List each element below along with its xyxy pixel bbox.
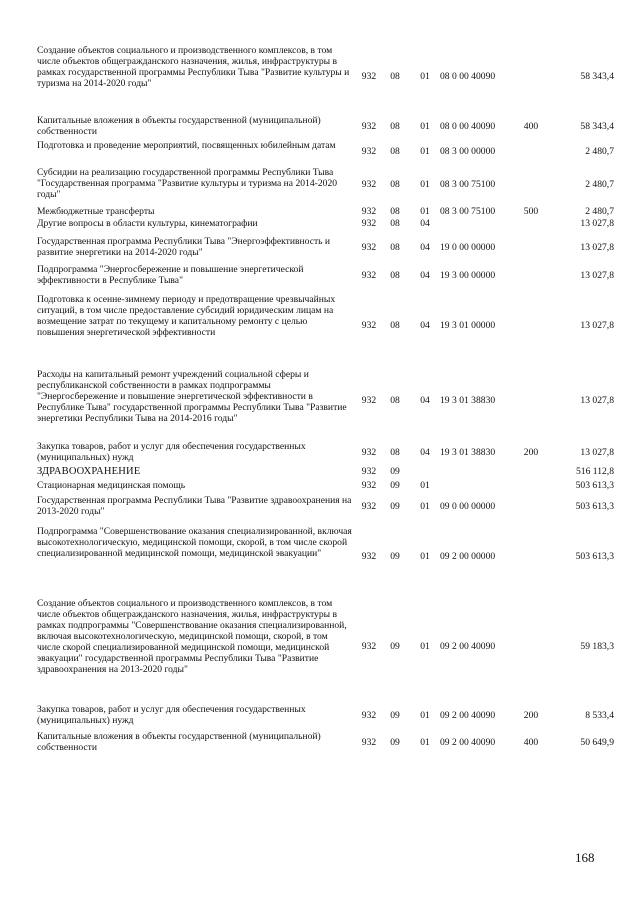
subsection-code: 01 xyxy=(420,120,430,132)
section-code: 09 xyxy=(390,550,400,562)
section-code: 08 xyxy=(390,70,400,82)
table-row xyxy=(0,441,640,463)
amount: 50 649,9 xyxy=(580,736,614,748)
amount: 503 613,3 xyxy=(575,500,614,512)
ministry-code: 932 xyxy=(361,70,377,82)
subsection-code: 01 xyxy=(420,500,430,512)
target-code: 08 3 00 75100 xyxy=(440,178,496,190)
ministry-code: 932 xyxy=(361,394,377,406)
item-name: Капитальные вложения в объекты государственной (муниципальной) собственности xyxy=(37,115,321,137)
item-name: Межбюджетные трансферты xyxy=(37,206,155,217)
section-code: 08 xyxy=(390,120,400,132)
subsection-code: 04 xyxy=(420,319,430,331)
section-code: 08 xyxy=(390,269,400,281)
ministry-code: 932 xyxy=(361,218,377,229)
table-row xyxy=(0,140,640,162)
target-code: 19 0 00 00000 xyxy=(440,241,496,253)
item-name: Другие вопросы в области культуры, кинематографии xyxy=(37,218,258,229)
item-name: Подготовка и проведение мероприятий, посвященных юбилейным датам xyxy=(37,140,336,151)
expense-type-code: 200 xyxy=(523,709,539,721)
table-row xyxy=(0,218,640,229)
table-row xyxy=(0,526,640,586)
amount: 13 027,8 xyxy=(580,446,614,458)
amount: 8 533,4 xyxy=(585,709,614,721)
amount: 13 027,8 xyxy=(580,394,614,406)
amount: 503 613,3 xyxy=(575,480,614,491)
amount: 13 027,8 xyxy=(580,218,614,229)
section-code: 08 xyxy=(390,178,400,190)
subsection-code: 01 xyxy=(420,550,430,562)
table-row xyxy=(0,704,640,726)
section-code: 08 xyxy=(390,319,400,331)
item-name: Подпрограмма "Совершенствование оказания специализированной, включая высокотехнологическую, медицинской помощи, скорой, в том числе скорой специализированной медицинской помощи, медицинской эвакуации" xyxy=(37,526,352,559)
amount: 2 480,7 xyxy=(585,206,614,217)
section-code: 09 xyxy=(390,736,400,748)
item-name: Закупка товаров, работ и услуг для обеспечения государственных (муниципальных) нужд xyxy=(37,704,306,726)
item-name: Создание объектов социального и производственного комплексов, в том числе объектов общегражданского назначения, жилья, инфраструктуры в рамках государственной программы Республики Тыва "Развитие культуры и туризма на 2014-2020 годы" xyxy=(37,45,350,89)
ministry-code: 932 xyxy=(361,480,377,491)
target-code xyxy=(440,218,516,229)
expense-type-code xyxy=(520,294,542,356)
amount: 2 480,7 xyxy=(585,145,614,157)
expense-type-code: 200 xyxy=(523,446,539,458)
section-code: 08 xyxy=(390,145,400,157)
subsection-code xyxy=(416,466,434,477)
subsection-code: 01 xyxy=(420,70,430,82)
expense-type-code xyxy=(520,140,542,162)
expense-type-code xyxy=(520,218,542,229)
target-code: 09 0 00 00000 xyxy=(440,500,496,512)
target-code: 08 0 00 40090 xyxy=(440,70,496,82)
target-code: 19 3 01 38830 xyxy=(440,394,496,406)
subsection-code: 01 xyxy=(420,178,430,190)
ministry-code: 932 xyxy=(361,206,377,217)
target-code: 09 2 00 40090 xyxy=(440,640,496,652)
target-code: 19 3 01 38830 xyxy=(440,446,496,458)
subsection-code: 01 xyxy=(420,736,430,748)
expense-type-code xyxy=(520,526,542,586)
target-code: 09 2 00 40090 xyxy=(440,736,496,748)
expense-type-code: 400 xyxy=(523,736,539,748)
target-code: 19 3 01 00000 xyxy=(440,319,496,331)
section-code: 09 xyxy=(390,500,400,512)
page-number: 168 xyxy=(575,850,595,865)
section-code: 09 xyxy=(390,466,400,477)
subsection-code: 04 xyxy=(420,446,430,458)
ministry-code: 932 xyxy=(361,120,377,132)
ministry-code: 932 xyxy=(361,145,377,157)
section-code: 08 xyxy=(390,446,400,458)
section-code: 09 xyxy=(390,709,400,721)
amount: 58 343,4 xyxy=(580,120,614,132)
expense-type-code xyxy=(520,598,542,694)
ministry-code: 932 xyxy=(361,319,377,331)
item-name: Подпрограмма "Энергосбережение и повышение энергетической эффективности в Республике Тыва" xyxy=(37,264,304,286)
target-code: 09 2 00 40090 xyxy=(440,709,496,721)
item-name: Стационарная медицинская помощь xyxy=(37,480,186,491)
table-row xyxy=(0,264,640,286)
subsection-code: 01 xyxy=(420,640,430,652)
ministry-code: 932 xyxy=(361,709,377,721)
target-code: 08 3 00 75100 xyxy=(440,206,496,217)
item-name: Расходы на капитальный ремонт учреждений социальной сферы и республиканской собственности в рамках подпрограммы "Энергосбережение и повышение энергетической эффективности в Республике Тыва" государственной программы Республики Тыва "Развитие энергетики Республики Тыва на 2014-2016 годы" xyxy=(37,369,347,424)
expense-type-code: 400 xyxy=(523,120,539,132)
subsection-code: 04 xyxy=(420,241,430,253)
target-code: 08 0 00 40090 xyxy=(440,120,496,132)
table-row xyxy=(0,598,640,694)
table-row xyxy=(0,294,640,356)
subsection-code: 04 xyxy=(420,218,430,229)
item-name: Государственная программа Республики Тыва "Развитие здравоохранения на 2013-2020 годы" xyxy=(37,495,352,517)
item-name: Капитальные вложения в объекты государственной (муниципальной) собственности xyxy=(37,731,321,753)
subsection-code: 01 xyxy=(420,206,430,217)
expense-type-code xyxy=(520,480,542,491)
amount: 516 112,8 xyxy=(575,466,614,477)
expense-type-code xyxy=(520,264,542,286)
expense-type-code xyxy=(520,369,542,431)
expense-type-code xyxy=(520,45,542,107)
amount: 58 343,4 xyxy=(580,70,614,82)
ministry-code: 932 xyxy=(361,466,377,477)
amount: 13 027,8 xyxy=(580,319,614,331)
expense-type-code xyxy=(520,236,542,258)
amount: 13 027,8 xyxy=(580,241,614,253)
ministry-code: 932 xyxy=(361,241,377,253)
section-code: 09 xyxy=(390,480,400,491)
ministry-code: 932 xyxy=(361,500,377,512)
amount: 503 613,3 xyxy=(575,550,614,562)
section-code: 09 xyxy=(390,640,400,652)
subsection-code: 04 xyxy=(420,269,430,281)
section-code: 08 xyxy=(390,218,400,229)
section-code: 08 xyxy=(390,241,400,253)
section-code: 08 xyxy=(390,394,400,406)
table-row xyxy=(0,167,640,201)
item-name: Создание объектов социального и производственного комплексов, в том числе объектов общегражданского назначения, жилья, инфраструктуры в рамках подпрограммы "Совершенствование оказания специализированной, включая высокотехнологическую, медицинской помощи, скорой, в том числе скорой специализированной медицинской помощи, медицинской эвакуации" государственной программы Республики Тыва "Развитие здравоохранения на 2013-2020 годы" xyxy=(37,598,347,675)
subsection-code: 01 xyxy=(420,145,430,157)
subsection-code: 01 xyxy=(420,480,430,491)
ministry-code: 932 xyxy=(361,736,377,748)
target-code xyxy=(440,480,516,491)
target-code xyxy=(440,466,516,477)
expense-type-code xyxy=(520,495,542,517)
ministry-code: 932 xyxy=(361,550,377,562)
amount: 59 183,3 xyxy=(580,640,614,652)
table-row xyxy=(0,206,640,217)
ministry-code: 932 xyxy=(361,640,377,652)
target-code: 09 2 00 00000 xyxy=(440,550,496,562)
amount: 13 027,8 xyxy=(580,269,614,281)
section-code: 08 xyxy=(390,206,400,217)
table-row xyxy=(0,480,640,491)
ministry-code: 932 xyxy=(361,178,377,190)
table-row xyxy=(0,731,640,753)
ministry-code: 932 xyxy=(361,446,377,458)
item-name: Субсидии на реализацию государственной программы Республики Тыва "Государственная программа "Развитие культуры и туризма на 2014-2020 годы" xyxy=(37,167,338,200)
target-code: 08 3 00 00000 xyxy=(440,145,496,157)
item-name: Подготовка к осенне-зимнему периоду и предотвращение чрезвычайных ситуаций, в том числе предоставление субсидий юридическим лицам на возмещение затрат по текущему и капитальному ремонту с целью повышения энергетической эффективности xyxy=(37,294,336,338)
subsection-code: 04 xyxy=(420,394,430,406)
amount: 2 480,7 xyxy=(585,178,614,190)
item-name: Государственная программа Республики Тыва "Энергоэффективность и развитие энергетики на 2014-2020 годы" xyxy=(37,236,331,258)
expense-type-code xyxy=(520,167,542,201)
expense-type-code: 500 xyxy=(523,206,539,217)
table-row xyxy=(0,495,640,517)
table-row xyxy=(0,115,640,137)
subsection-code: 01 xyxy=(420,709,430,721)
table-row xyxy=(0,236,640,258)
target-code: 19 3 00 00000 xyxy=(440,269,496,281)
ministry-code: 932 xyxy=(361,269,377,281)
expense-type-code xyxy=(520,466,542,477)
table-row xyxy=(0,466,640,477)
table-row xyxy=(0,45,640,107)
table-row xyxy=(0,369,640,431)
item-name: ЗДРАВООХРАНЕНИЕ xyxy=(37,466,141,477)
item-name: Закупка товаров, работ и услуг для обеспечения государственных (муниципальных) нужд xyxy=(37,441,306,463)
